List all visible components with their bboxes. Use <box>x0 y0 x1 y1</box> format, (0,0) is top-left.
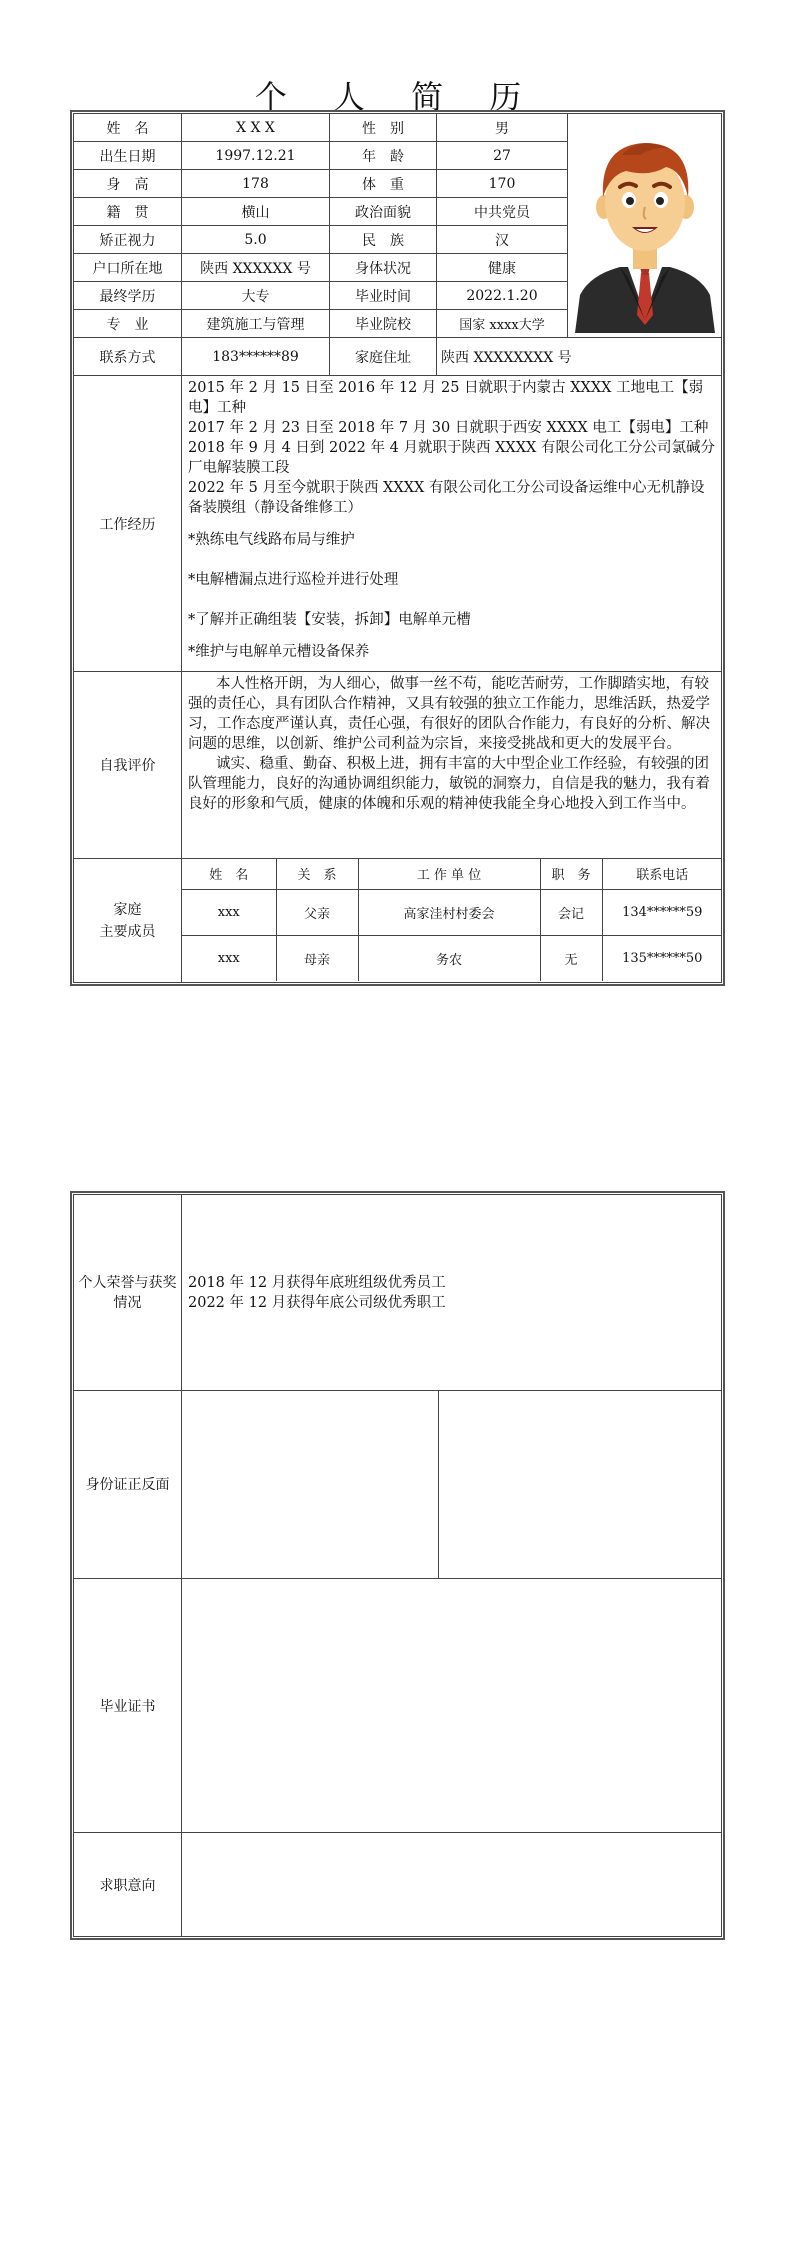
health-label: 身体状况 <box>330 254 437 282</box>
native-value: 横山 <box>182 198 330 226</box>
id-card-label: 身份证正反面 <box>74 1391 182 1579</box>
honors-content <box>182 1195 722 1391</box>
work-line: 2022 年 5 月至今就职于陕西 XXXX 有限公司化工分公司设备运维中心无机静设备装膜组（静设备维修工） <box>188 480 705 516</box>
age-label: 年 龄 <box>330 142 437 170</box>
family-cell-work: 高家洼村村委会 <box>358 889 540 935</box>
resume-table <box>73 113 722 983</box>
intent-slot <box>182 1833 722 1937</box>
grad-time-label: 毕业时间 <box>330 282 437 310</box>
honors-label: 个人荣誉与获奖情况 <box>74 1195 182 1391</box>
birth-label: 出生日期 <box>74 142 182 170</box>
politics-value: 中共党员 <box>437 198 568 226</box>
name-label: 姓 名 <box>74 114 182 142</box>
family-header: 姓 名 <box>182 859 276 889</box>
table-row <box>182 889 722 935</box>
gender-label: 性 别 <box>330 114 437 142</box>
health-value: 健康 <box>437 254 568 282</box>
skill-line: *了解并正确组装【安装，拆卸】电解单元槽 <box>188 612 471 628</box>
family-cell-work: 务农 <box>358 935 540 981</box>
phone-label: 联系方式 <box>74 338 182 376</box>
family-table <box>182 859 722 981</box>
id-card-front-slot <box>182 1391 439 1579</box>
family-cell-name: xxx <box>182 935 276 981</box>
family-cell-title: 无 <box>540 935 602 981</box>
skill-line: *维护与电解单元槽设备保养 <box>188 644 370 660</box>
height-value: 178 <box>182 170 330 198</box>
grad-time-value: 2022.1.20 <box>437 282 568 310</box>
family-cell <box>182 859 722 983</box>
table-row <box>182 935 722 981</box>
politics-label: 政治面貌 <box>330 198 437 226</box>
diploma-slot <box>182 1579 722 1833</box>
page-title: 个 人 简 历 <box>254 78 540 116</box>
self-content <box>182 672 722 859</box>
school-value: 国家 xxxx大学 <box>437 310 568 338</box>
self-paragraph: 诚实、稳重、勤奋、积极上进，拥有丰富的大中型企业工作经验，有较强的团队管理能力，良好的沟通协调组织能力，敏锐的洞察力，自信是我的魅力，我有着良好的形象和气质，健康的体魄和乐观的精神使我能全身心地投入到工作当中。 <box>188 756 710 812</box>
work-line: 2018 年 9 月 4 日到 2022 年 4 月就职于陕西 XXXX 有限公司化工分公司氯碱分厂电解装膜工段 <box>188 440 715 476</box>
resume-table-page2 <box>73 1194 722 1937</box>
age-value: 27 <box>437 142 568 170</box>
vision-label: 矫正视力 <box>74 226 182 254</box>
family-cell-title: 会记 <box>540 889 602 935</box>
major-value: 建筑施工与管理 <box>182 310 330 338</box>
vision-value: 5.0 <box>182 226 330 254</box>
honor-line: 2018 年 12 月获得年底班组级优秀员工 <box>188 1274 446 1291</box>
family-header: 工 作 单 位 <box>358 859 540 889</box>
intent-label: 求职意向 <box>74 1833 182 1937</box>
weight-value: 170 <box>437 170 568 198</box>
honor-line: 2022 年 12 月获得年底公司级优秀职工 <box>188 1294 446 1311</box>
family-label: 家庭 主要成员 <box>74 859 182 983</box>
family-cell-name: xxx <box>182 889 276 935</box>
family-cell-relation: 父亲 <box>276 889 358 935</box>
family-cell-phone: 134******59 <box>602 889 722 935</box>
family-header: 联系电话 <box>602 859 722 889</box>
avatar <box>568 114 722 338</box>
work-line: 2015 年 2 月 15 日至 2016 年 12 月 25 日就职于内蒙古 XXXX 工地电工【弱电】工种 <box>188 380 704 416</box>
skill-line: *电解槽漏点进行巡检并进行处理 <box>188 572 399 588</box>
edu-value: 大专 <box>182 282 330 310</box>
hukou-value: 陕西 XXXXXX 号 <box>182 254 330 282</box>
family-header: 职 务 <box>540 859 602 889</box>
work-line: 2017 年 2 月 23 日至 2018 年 7 月 30 日就职于西安 XXXX 电工【弱电】工种 <box>188 420 709 436</box>
address-label: 家庭住址 <box>330 338 437 376</box>
major-label: 专 业 <box>74 310 182 338</box>
school-label: 毕业院校 <box>330 310 437 338</box>
name-value: X X X <box>182 114 330 142</box>
address-value: 陕西 XXXXXXXX 号 <box>437 338 722 376</box>
family-header: 关 系 <box>276 859 358 889</box>
family-cell-relation: 母亲 <box>276 935 358 981</box>
family-cell-phone: 135******50 <box>602 935 722 981</box>
self-label: 自我评价 <box>74 672 182 859</box>
native-label: 籍 贯 <box>74 198 182 226</box>
weight-label: 体 重 <box>330 170 437 198</box>
hukou-label: 户口所在地 <box>74 254 182 282</box>
ethnic-label: 民 族 <box>330 226 437 254</box>
diploma-label: 毕业证书 <box>74 1579 182 1833</box>
birth-value: 1997.12.21 <box>182 142 330 170</box>
height-label: 身 高 <box>74 170 182 198</box>
work-label: 工作经历 <box>74 376 182 672</box>
gender-value: 男 <box>437 114 568 142</box>
phone-value: 183******89 <box>182 338 330 376</box>
avatar-illustration <box>570 115 720 333</box>
self-paragraph: 本人性格开朗，为人细心，做事一丝不苟，能吃苦耐劳，工作脚踏实地，有较强的责任心，具有团队合作精神，又具有较强的独立工作能力，思维活跃，热爱学习，工作态度严谨认真，责任心强，有很好的团队合作能力，有良好的分析、解决问题的思维，以创新、维护公司利益为宗旨，来接受挑战和更大的发展平台。 <box>188 676 710 752</box>
work-content <box>182 376 722 672</box>
skill-line: *熟练电气线路布局与维护 <box>188 532 355 548</box>
ethnic-value: 汉 <box>437 226 568 254</box>
id-card-back-slot <box>439 1391 722 1579</box>
edu-label: 最终学历 <box>74 282 182 310</box>
